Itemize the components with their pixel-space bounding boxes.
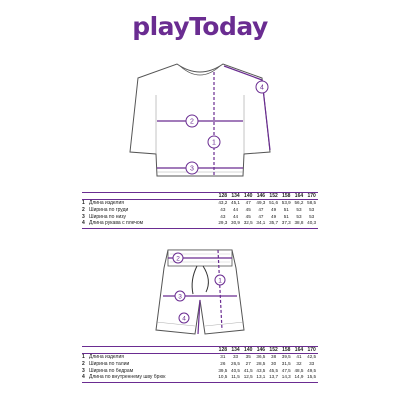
size-header: 146 (256, 346, 266, 353)
table-cell: 30 (271, 360, 277, 366)
table-cell: 47,5 (281, 367, 291, 373)
table-cell: 14,3 (281, 374, 291, 380)
row-number: 4 (82, 220, 85, 227)
row-label: Ширина по бедрам (89, 367, 134, 374)
size-header: 170 (307, 192, 316, 199)
table-cell: 37,3 (281, 220, 291, 226)
row-label: Длина изделия (89, 354, 124, 361)
tshirt-marker-1 (208, 136, 220, 148)
table-cell: 43 (220, 213, 226, 219)
row-number: 1 (82, 354, 85, 361)
table-cell: 39,5 (218, 367, 228, 373)
row-label: Длина рукава с плечом (89, 220, 144, 227)
table-cell: 32,5 (243, 220, 253, 226)
table-cell: 32 (296, 360, 302, 366)
table-cell: 49,3 (256, 200, 266, 206)
table-cell: 58,5 (307, 200, 317, 206)
table-bottom-rule (82, 228, 318, 229)
table-cell: 44 (232, 206, 239, 212)
table-cell: 40,3 (307, 220, 317, 226)
table-cell: 45,5 (269, 367, 279, 373)
tshirt-marker-2 (186, 115, 198, 127)
table-cell: 30,9 (231, 220, 240, 226)
table-row (82, 207, 318, 214)
table-cell: 43,5 (256, 367, 266, 373)
table-cell: 26 (220, 360, 226, 366)
table-cell: 41,5 (243, 367, 253, 373)
table-bottom-rule (82, 382, 318, 383)
table-cell: 47 (245, 200, 251, 206)
size-header: 170 (307, 346, 316, 353)
table-cell: 13,1 (256, 374, 266, 380)
shorts-marker-3 (175, 291, 185, 301)
shorts-marker-4 (179, 313, 189, 323)
table-cell: 14,9 (294, 374, 304, 380)
table-cell: 31 (220, 354, 226, 360)
row-number: 1 (82, 200, 85, 207)
table-cell: 12,5 (243, 374, 253, 380)
size-header: 152 (269, 192, 278, 199)
svg-text:2: 2 (190, 118, 194, 126)
table-cell: 45 (245, 213, 251, 219)
table-cell: 56,2 (294, 200, 304, 206)
table-cell: 53 (309, 206, 315, 212)
size-header: 164 (294, 346, 304, 353)
row-label: Ширина по низу (89, 213, 127, 220)
table-cell: 49,5 (307, 367, 317, 373)
svg-text:3: 3 (190, 165, 194, 173)
table-cell: 53 (296, 206, 302, 212)
table-cell: 53,9 (281, 200, 291, 206)
table-cell: 53 (296, 213, 302, 219)
size-header: 128 (218, 192, 228, 199)
table-cell: 29,3 (218, 220, 228, 226)
table-cell: 13,7 (269, 374, 279, 380)
size-header: 128 (218, 346, 228, 353)
table-row (82, 374, 318, 381)
size-header: 158 (282, 346, 291, 353)
table-row (82, 200, 318, 207)
tshirt-illustration (130, 64, 270, 176)
table-cell: 45,1 (231, 200, 240, 206)
svg-text:2: 2 (176, 255, 180, 263)
table-cell: 11,5 (231, 374, 240, 380)
table-cell: 28,5 (256, 360, 266, 366)
table-cell: 35,7 (269, 220, 279, 226)
table-row (82, 354, 318, 361)
table-cell: 51 (283, 206, 289, 212)
tshirt-marker-3 (186, 162, 198, 174)
table-row (82, 361, 318, 368)
size-header: 146 (256, 192, 266, 199)
table-cell: 38 (271, 354, 277, 360)
table-cell: 33 (309, 360, 315, 366)
tshirt-marker-4 (256, 81, 268, 93)
size-header: 134 (231, 192, 240, 199)
table-cell: 43,2 (218, 200, 228, 206)
table-cell: 33 (232, 354, 239, 360)
table-cell: 45 (245, 206, 251, 212)
table-cell: 47 (258, 206, 264, 212)
size-header: 152 (269, 346, 278, 353)
table-cell: 31,5 (281, 360, 291, 366)
table-cell: 26,5 (231, 360, 240, 366)
shorts-marker-1 (215, 275, 225, 285)
table-cell: 27 (245, 360, 251, 366)
row-label: Ширина по талии (89, 360, 130, 367)
table-cell: 44 (232, 213, 239, 219)
table-cell: 53 (309, 213, 315, 219)
table-cell: 48,5 (294, 367, 304, 373)
shorts-size-table (82, 346, 318, 383)
table-cell: 34,1 (256, 220, 266, 226)
table-row (82, 220, 318, 227)
size-header: 164 (294, 192, 304, 199)
size-header: 158 (282, 192, 291, 199)
table-cell: 15,5 (307, 374, 317, 380)
table-cell: 51,6 (269, 200, 279, 206)
row-number: 4 (82, 374, 85, 381)
size-header: 140 (244, 192, 253, 199)
row-label: Длина изделия (89, 200, 124, 207)
size-header: 134 (231, 346, 240, 353)
size-header: 140 (244, 346, 253, 353)
row-number: 2 (82, 360, 85, 367)
table-cell: 47 (258, 213, 264, 219)
table-cell: 41 (296, 354, 302, 360)
row-number: 3 (82, 367, 85, 374)
table-row (82, 368, 318, 375)
table-cell: 51 (283, 213, 289, 219)
row-label: Длина по внутреннему шву брюк (89, 374, 166, 381)
table-cell: 40,5 (231, 367, 240, 373)
row-label: Ширина по груди (89, 206, 129, 213)
shorts-illustration (156, 250, 244, 334)
table-cell: 49 (271, 213, 277, 219)
table-cell: 39,5 (281, 354, 291, 360)
table-cell: 10,5 (218, 374, 228, 380)
table-cell: 49 (271, 206, 277, 212)
table-cell: 42,5 (307, 354, 317, 360)
svg-text:3: 3 (178, 293, 182, 301)
table-cell: 35 (245, 354, 251, 360)
row-number: 3 (82, 213, 85, 220)
table-row (82, 214, 318, 221)
svg-text:4: 4 (260, 84, 264, 92)
table-cell: 38,8 (294, 220, 304, 226)
brand-logo: playToday (132, 12, 268, 41)
shorts-marker-2 (173, 253, 183, 263)
svg-text:1: 1 (218, 277, 222, 285)
svg-text:1: 1 (212, 139, 216, 147)
table-cell: 43 (220, 206, 226, 212)
svg-text:4: 4 (182, 315, 186, 323)
table-cell: 36,5 (256, 354, 266, 360)
row-number: 2 (82, 206, 85, 213)
tshirt-size-table (82, 192, 318, 229)
